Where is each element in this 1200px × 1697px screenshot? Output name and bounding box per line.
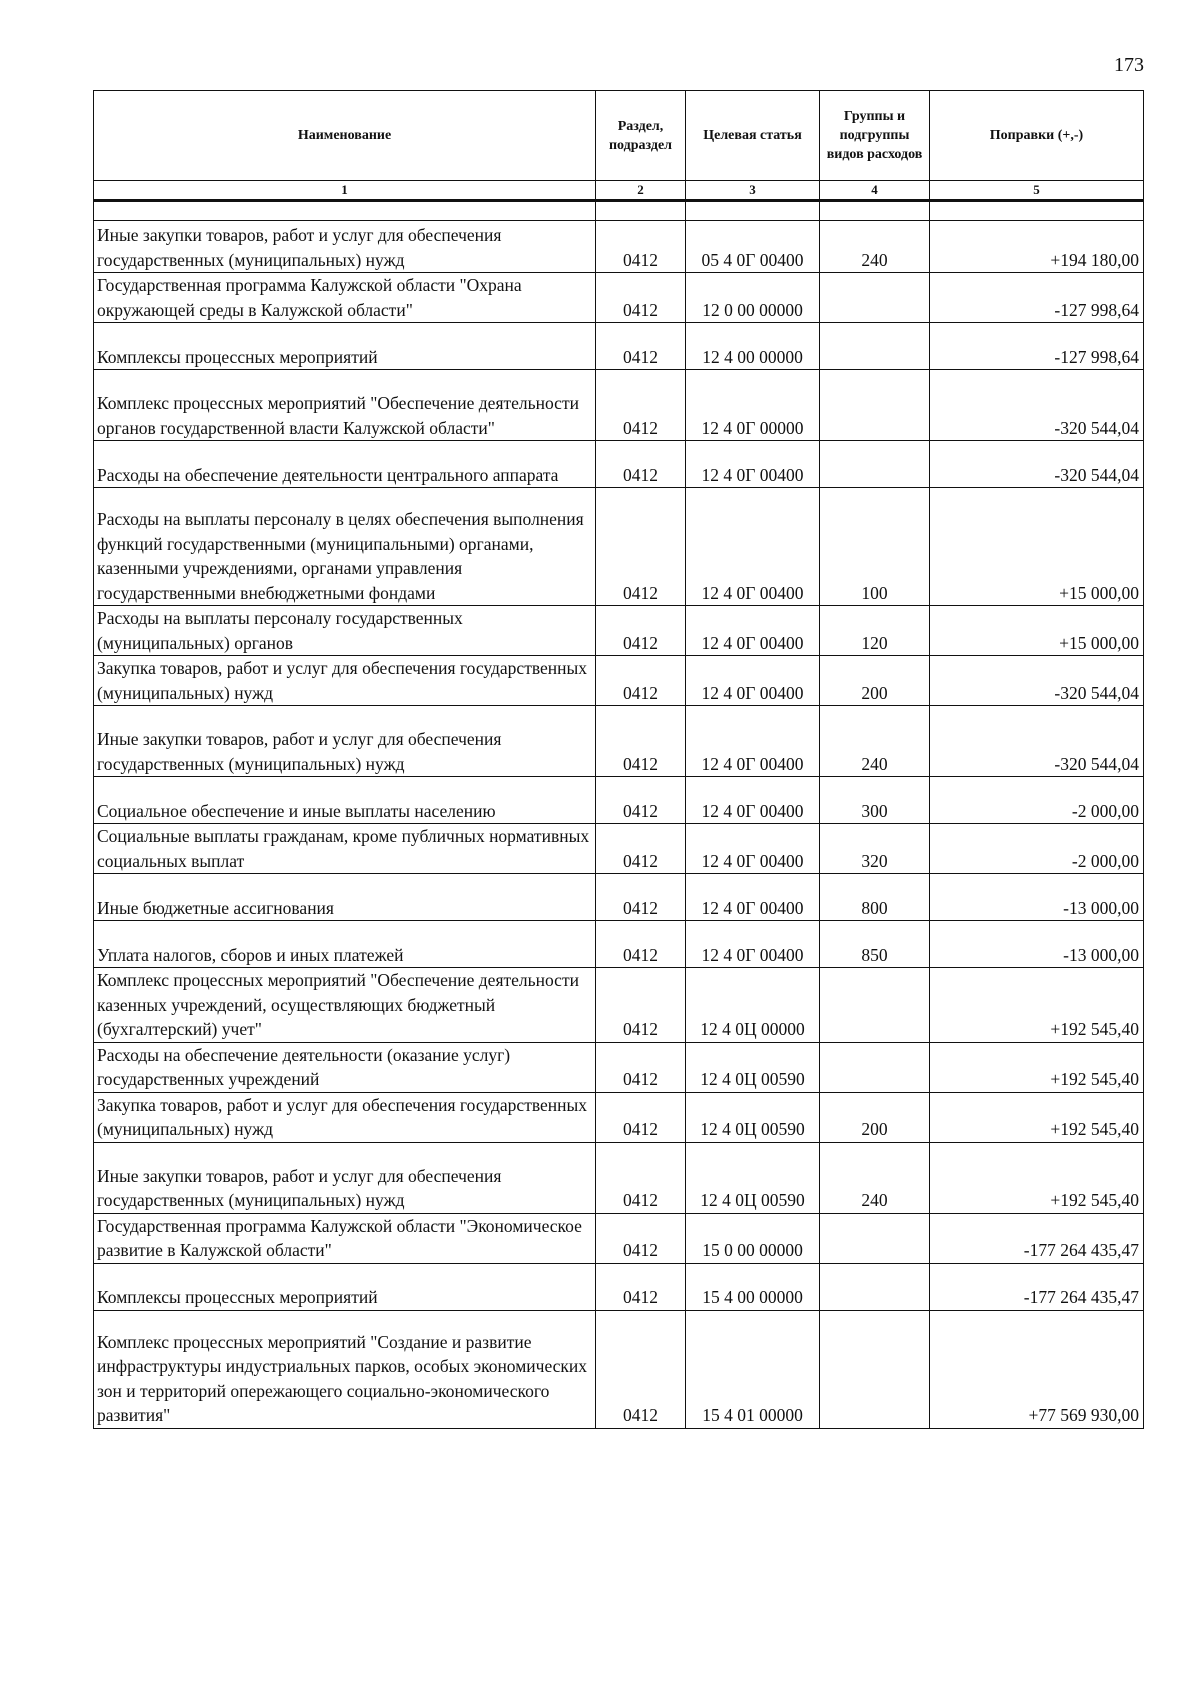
table-row xyxy=(94,1263,1144,1310)
table-row xyxy=(94,1092,1144,1142)
row-group-cell xyxy=(820,441,930,488)
row-group-cell: 850 xyxy=(820,921,930,968)
header-name: Наименование xyxy=(94,91,596,181)
row-group-cell xyxy=(820,1310,930,1428)
row-name-cell: Уплата налогов, сборов и иных платежей xyxy=(94,921,596,968)
row-section-cell: 0412 xyxy=(596,1092,686,1142)
row-amount-cell: -320 544,04 xyxy=(930,370,1144,441)
row-amount-cell: +77 569 930,00 xyxy=(930,1310,1144,1428)
row-target-cell: 12 0 00 00000 xyxy=(686,273,820,323)
table-row xyxy=(94,1142,1144,1213)
row-amount-cell: +15 000,00 xyxy=(930,488,1144,606)
row-name-cell: Расходы на выплаты персоналу государственных (муниципальных) органов xyxy=(94,606,596,656)
row-target-cell: 12 4 0Г 00400 xyxy=(686,824,820,874)
row-section-cell: 0412 xyxy=(596,824,686,874)
row-section-cell: 0412 xyxy=(596,1042,686,1092)
column-number: 5 xyxy=(930,181,1144,201)
row-section-cell: 0412 xyxy=(596,777,686,824)
table-row xyxy=(94,824,1144,874)
row-section-cell: 0412 xyxy=(596,370,686,441)
row-group-cell xyxy=(820,1263,930,1310)
row-name-cell: Комплекс процессных мероприятий "Обеспечение деятельности казенных учреждений, осуществляющих бюджетный (бухгалтерский) учет" xyxy=(94,968,596,1043)
table-row xyxy=(94,1042,1144,1092)
row-amount-cell: +192 545,40 xyxy=(930,968,1144,1043)
row-target-cell: 12 4 0Ц 00590 xyxy=(686,1142,820,1213)
row-target-cell: 12 4 0Г 00400 xyxy=(686,921,820,968)
row-group-cell: 200 xyxy=(820,656,930,706)
row-name-cell: Иные закупки товаров, работ и услуг для обеспечения государственных (муниципальных) нужд xyxy=(94,221,596,273)
row-section-cell: 0412 xyxy=(596,488,686,606)
row-amount-cell: -127 998,64 xyxy=(930,273,1144,323)
row-section-cell: 0412 xyxy=(596,273,686,323)
row-name-cell: Иные закупки товаров, работ и услуг для обеспечения государственных (муниципальных) нужд xyxy=(94,706,596,777)
row-name-cell: Социальное обеспечение и иные выплаты населению xyxy=(94,777,596,824)
row-section-cell: 0412 xyxy=(596,606,686,656)
header-amendments: Поправки (+,-) xyxy=(930,91,1144,181)
row-group-cell: 200 xyxy=(820,1092,930,1142)
row-target-cell: 15 4 01 00000 xyxy=(686,1310,820,1428)
budget-amendments-table xyxy=(93,90,1144,1429)
row-section-cell: 0412 xyxy=(596,1142,686,1213)
row-amount-cell: +192 545,40 xyxy=(930,1042,1144,1092)
header-section: Раздел, подраздел xyxy=(596,91,686,181)
row-target-cell: 15 4 00 00000 xyxy=(686,1263,820,1310)
row-name-cell: Иные закупки товаров, работ и услуг для обеспечения государственных (муниципальных) нужд xyxy=(94,1142,596,1213)
row-target-cell: 12 4 0Г 00400 xyxy=(686,606,820,656)
row-name-cell: Расходы на обеспечение деятельности (оказание услуг) государственных учреждений xyxy=(94,1042,596,1092)
row-section-cell: 0412 xyxy=(596,656,686,706)
row-section-cell: 0412 xyxy=(596,221,686,273)
row-name-cell: Государственная программа Калужской области "Охрана окружающей среды в Калужской области" xyxy=(94,273,596,323)
row-target-cell: 12 4 0Г 00000 xyxy=(686,370,820,441)
table-row xyxy=(94,777,1144,824)
row-amount-cell: -320 544,04 xyxy=(930,706,1144,777)
row-name-cell: Закупка товаров, работ и услуг для обеспечения государственных (муниципальных) нужд xyxy=(94,656,596,706)
row-amount-cell: -13 000,00 xyxy=(930,874,1144,921)
row-amount-cell: +192 545,40 xyxy=(930,1092,1144,1142)
row-section-cell: 0412 xyxy=(596,706,686,777)
row-group-cell: 120 xyxy=(820,606,930,656)
column-number: 3 xyxy=(686,181,820,201)
row-name-cell: Расходы на выплаты персоналу в целях обеспечения выполнения функций государственными (муниципальными) органами, казенными учреждениями, органами управления государственными внебюджетными фондами xyxy=(94,488,596,606)
row-name-cell: Расходы на обеспечение деятельности центрального аппарата xyxy=(94,441,596,488)
table-row xyxy=(94,370,1144,441)
row-target-cell: 12 4 0Г 00400 xyxy=(686,874,820,921)
row-section-cell: 0412 xyxy=(596,1263,686,1310)
row-section-cell: 0412 xyxy=(596,441,686,488)
row-group-cell: 800 xyxy=(820,874,930,921)
table-row xyxy=(94,706,1144,777)
row-section-cell: 0412 xyxy=(596,1310,686,1428)
table-row xyxy=(94,656,1144,706)
row-target-cell: 12 4 0Ц 00000 xyxy=(686,968,820,1043)
table-row xyxy=(94,221,1144,273)
row-target-cell: 12 4 0Ц 00590 xyxy=(686,1092,820,1142)
table-row xyxy=(94,323,1144,370)
column-number: 1 xyxy=(94,181,596,201)
row-section-cell: 0412 xyxy=(596,1213,686,1263)
row-amount-cell: +192 545,40 xyxy=(930,1142,1144,1213)
page-number: 173 xyxy=(1114,54,1144,76)
table-row xyxy=(94,488,1144,606)
row-amount-cell: -13 000,00 xyxy=(930,921,1144,968)
row-section-cell: 0412 xyxy=(596,968,686,1043)
table-row xyxy=(94,441,1144,488)
row-section-cell: 0412 xyxy=(596,874,686,921)
row-amount-cell: -127 998,64 xyxy=(930,323,1144,370)
table-row xyxy=(94,1213,1144,1263)
column-number: 2 xyxy=(596,181,686,201)
row-group-cell: 240 xyxy=(820,221,930,273)
row-target-cell: 12 4 0Г 00400 xyxy=(686,656,820,706)
row-target-cell: 12 4 0Г 00400 xyxy=(686,777,820,824)
row-group-cell xyxy=(820,370,930,441)
row-section-cell: 0412 xyxy=(596,323,686,370)
row-group-cell xyxy=(820,273,930,323)
row-name-cell: Комплексы процессных мероприятий xyxy=(94,1263,596,1310)
row-target-cell: 05 4 0Г 00400 xyxy=(686,221,820,273)
header-groups: Группы и подгруппы видов расходов xyxy=(820,91,930,181)
row-amount-cell: -320 544,04 xyxy=(930,656,1144,706)
column-number: 4 xyxy=(820,181,930,201)
spacer-row xyxy=(94,201,1144,221)
row-group-cell xyxy=(820,1213,930,1263)
row-name-cell: Комплексы процессных мероприятий xyxy=(94,323,596,370)
row-target-cell: 12 4 0Г 00400 xyxy=(686,488,820,606)
table-row xyxy=(94,921,1144,968)
table-row xyxy=(94,1310,1144,1428)
row-target-cell: 12 4 0Г 00400 xyxy=(686,706,820,777)
row-amount-cell: -177 264 435,47 xyxy=(930,1263,1144,1310)
row-group-cell: 300 xyxy=(820,777,930,824)
row-amount-cell: -177 264 435,47 xyxy=(930,1213,1144,1263)
row-target-cell: 12 4 00 00000 xyxy=(686,323,820,370)
table-row xyxy=(94,874,1144,921)
row-group-cell xyxy=(820,1042,930,1092)
row-target-cell: 15 0 00 00000 xyxy=(686,1213,820,1263)
row-group-cell: 100 xyxy=(820,488,930,606)
table-row xyxy=(94,968,1144,1043)
row-name-cell: Государственная программа Калужской области "Экономическое развитие в Калужской области" xyxy=(94,1213,596,1263)
row-group-cell xyxy=(820,968,930,1043)
row-name-cell: Комплекс процессных мероприятий "Создание и развитие инфраструктуры индустриальных парков, особых экономических зон и территорий опережающего социально-экономического развития" xyxy=(94,1310,596,1428)
table-row xyxy=(94,606,1144,656)
row-group-cell: 240 xyxy=(820,706,930,777)
row-amount-cell: -320 544,04 xyxy=(930,441,1144,488)
table-header xyxy=(94,91,1144,201)
row-group-cell xyxy=(820,323,930,370)
row-amount-cell: -2 000,00 xyxy=(930,777,1144,824)
row-name-cell: Иные бюджетные ассигнования xyxy=(94,874,596,921)
row-amount-cell: +15 000,00 xyxy=(930,606,1144,656)
table-body xyxy=(94,201,1144,1429)
row-amount-cell: +194 180,00 xyxy=(930,221,1144,273)
row-name-cell: Социальные выплаты гражданам, кроме публичных нормативных социальных выплат xyxy=(94,824,596,874)
row-group-cell: 240 xyxy=(820,1142,930,1213)
header-target: Целевая статья xyxy=(686,91,820,181)
row-target-cell: 12 4 0Г 00400 xyxy=(686,441,820,488)
row-section-cell: 0412 xyxy=(596,921,686,968)
row-amount-cell: -2 000,00 xyxy=(930,824,1144,874)
row-name-cell: Комплекс процессных мероприятий "Обеспечение деятельности органов государственной власти Калужской области" xyxy=(94,370,596,441)
row-target-cell: 12 4 0Ц 00590 xyxy=(686,1042,820,1092)
table-row xyxy=(94,273,1144,323)
row-name-cell: Закупка товаров, работ и услуг для обеспечения государственных (муниципальных) нужд xyxy=(94,1092,596,1142)
row-group-cell: 320 xyxy=(820,824,930,874)
